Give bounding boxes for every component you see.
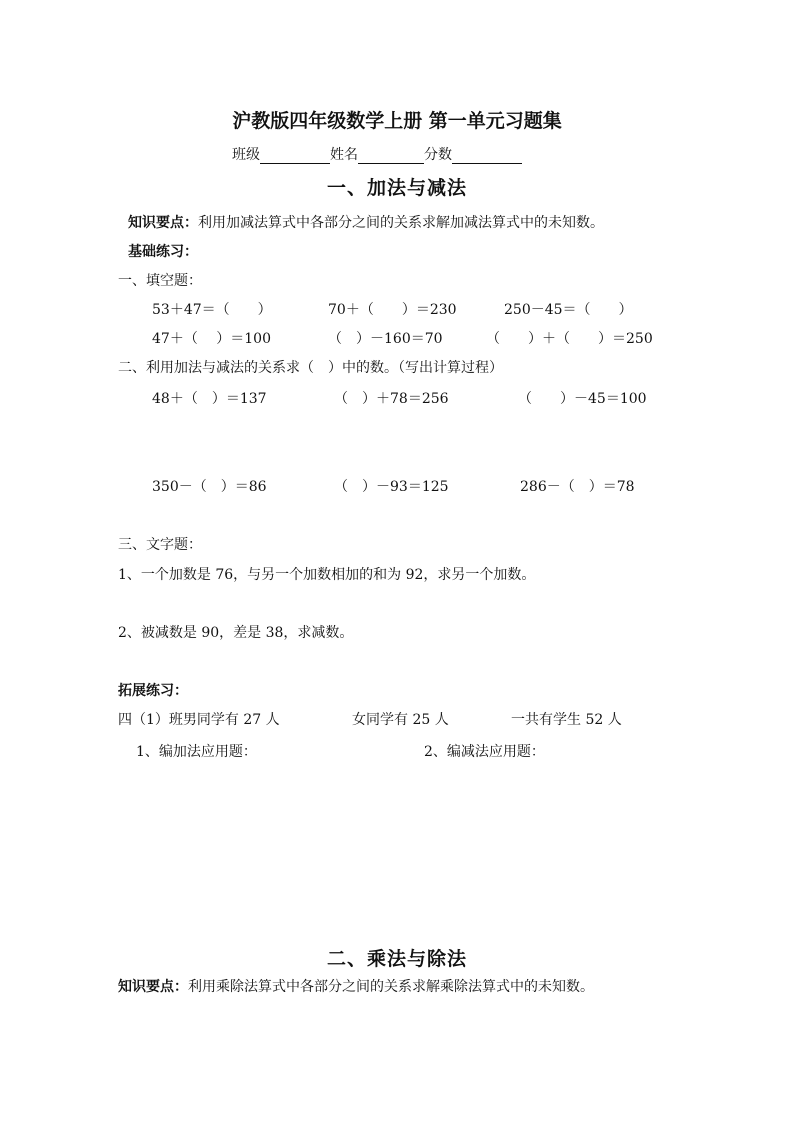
score-blank[interactable] [452,149,522,164]
q3-item2: 2、被减数是 90，差是 38，求减数。 [118,625,354,641]
q2-title: 二、利用加法与减法的关系求（ ）中的数。（写出计算过程） [118,360,503,376]
q1-row2-item1: 47＋（ ）＝100 [152,331,271,347]
key-point-1 [128,212,604,232]
key-point-label: 知识要点： [128,215,198,231]
q2-row1-item3: （ ）－45＝100 [518,391,647,407]
page-title: 沪教版四年级数学上册 第一单元习题集 [232,110,562,132]
extend-fact-girls: 女同学有 25 人 [352,712,449,728]
key-point-text: 利用加减法算式中各部分之间的关系求解加减法算式中的未知数。 [198,215,604,231]
q2-row2-item3: 286－（ ）＝78 [520,479,635,495]
q1-row2-item2: （ ）－160＝70 [328,331,443,347]
key-point-text: 利用乘除法算式中各部分之间的关系求解乘除法算式中的未知数。 [188,979,594,995]
q2-row1-item1: 48＋（ ）＝137 [152,391,267,407]
q3-title: 三、文字题： [118,537,202,553]
name-blank[interactable] [358,149,424,164]
class-blank[interactable] [260,149,330,164]
name-label: 姓名 [330,147,358,163]
extend-task-addition: 1、编加法应用题： [136,744,257,760]
q1-row1-item1: 53＋47＝（ ） [152,302,272,318]
score-label: 分数 [424,147,452,163]
q3-item1: 1、一个加数是 76，与另一个加数相加的和为 92，求另一个加数。 [118,567,536,583]
class-label: 班级 [232,147,260,163]
q2-row2-item2: （ ）－93＝125 [334,479,449,495]
extend-fact-total: 一共有学生 52 人 [511,712,622,728]
section-heading-addition-subtraction: 一、加法与减法 [326,177,467,199]
q2-row2-item1: 350－（ ）＝86 [152,479,267,495]
q2-row1-item2: （ ）＋78＝256 [334,391,449,407]
student-info-line [232,144,522,164]
q1-row2-item3: （ ）＋（ ）＝250 [486,331,653,347]
section-heading-multiplication-division: 二、乘法与除法 [326,948,467,970]
key-point-2 [118,976,594,996]
q1-row1-item2: 70＋（ ）＝230 [328,302,457,318]
q1-row1-item3: 250－45＝（ ） [504,302,633,318]
q1-title: 一、填空题： [118,273,202,289]
extend-task-subtraction: 2、编减法应用题： [424,744,545,760]
basic-practice-label: 基础练习： [128,244,198,260]
extend-fact-boys: 四（1）班男同学有 27 人 [118,712,280,728]
key-point-label: 知识要点： [118,979,188,995]
extended-practice-label: 拓展练习： [118,683,188,699]
